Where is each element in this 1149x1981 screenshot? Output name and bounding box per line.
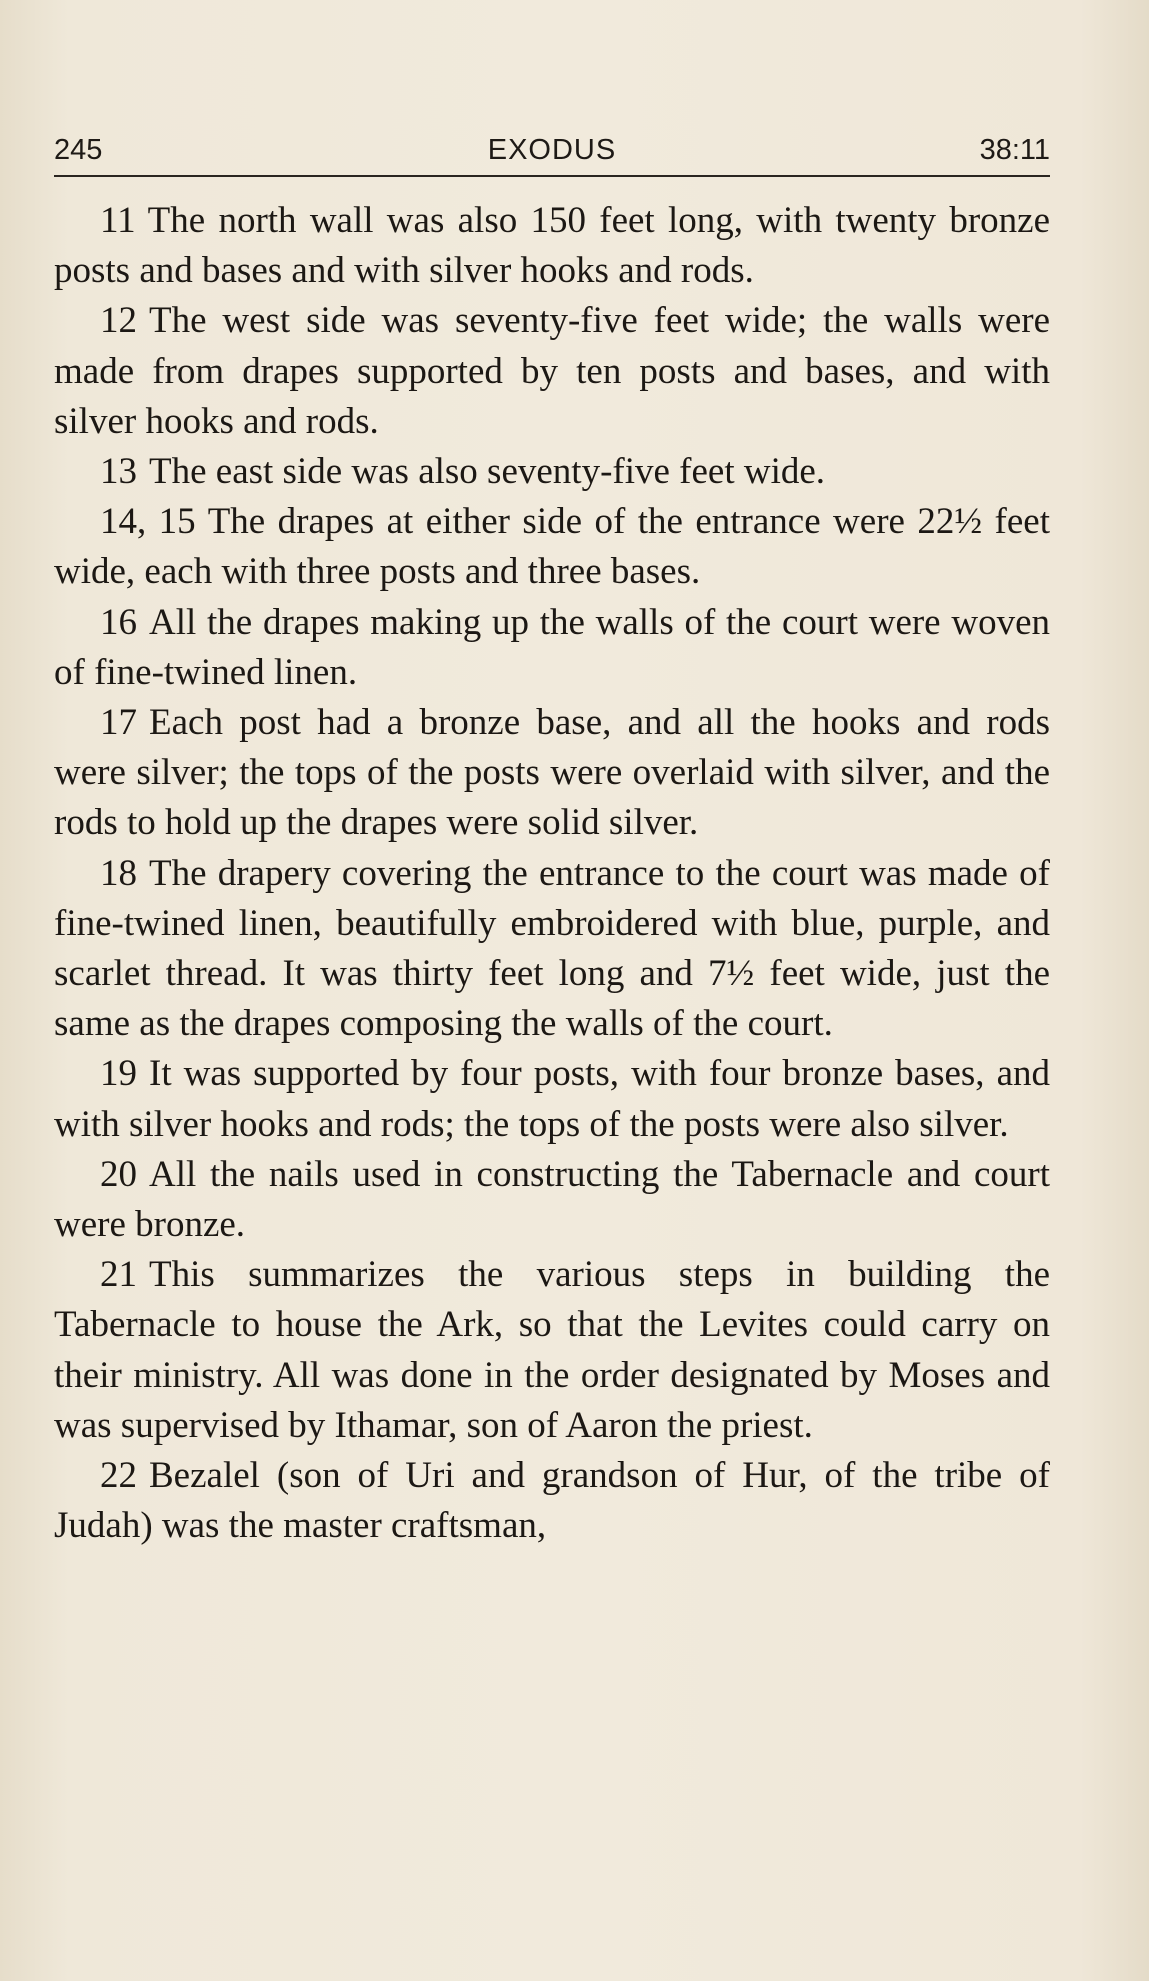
verse-number: 21 (100, 1254, 137, 1296)
verse-text: The drapery covering the entrance to the court was made of fine-twined linen, beautifully embroidered with blue, purple, and scarlet thread. It was thirty feet long and 7½ feet wide, just the same as the drapes composing the walls of the court. (54, 852, 1050, 1045)
verse-number: 13 (100, 451, 137, 493)
chapter-verse-reference: 38:11 (979, 134, 1050, 166)
verse-text: The west side was seventy-five feet wide; the walls were made from drapes supported by ten posts and bases, and with silver hooks and rods. (54, 300, 1050, 442)
verse (54, 598, 1050, 698)
verse-number: 18 (100, 852, 137, 894)
verse-text: The north wall was also 150 feet long, with twenty bronze posts and bases and with silver hooks and rods. (54, 200, 1050, 292)
verse-text: All the nails used in constructing the Tabernacle and court were bronze. (54, 1153, 1050, 1246)
verse (54, 1150, 1050, 1250)
verse-number: 17 (100, 702, 137, 744)
verse-text: The east side was also seventy-five feet wide. (149, 451, 826, 493)
verse (54, 196, 1050, 296)
verse-text: It was supported by four posts, with four bronze bases, and with silver hooks and rods; the tops of the posts were also silver. (54, 1053, 1050, 1145)
verse-text: Bezalel (son of Uri and grandson of Hur, of the tribe of Judah) was the master craftsman, (54, 1455, 1050, 1547)
verse-text: Each post had a bronze base, and all the hooks and rods were silver; the tops of the posts were overlaid with silver, and the rods to hold up the drapes were solid silver. (54, 702, 1050, 844)
header-rule (54, 175, 1050, 177)
verse (54, 849, 1050, 1050)
page-number: 245 (54, 134, 103, 166)
verse-number: 22 (100, 1455, 137, 1497)
verse-text: The drapes at either side of the entrance were 22½ feet wide, each with three posts and three bases. (54, 501, 1051, 593)
verse (54, 447, 1050, 497)
verse-number: 12 (100, 300, 137, 342)
verse (54, 698, 1050, 849)
book-title: EXODUS (487, 134, 617, 166)
verse (54, 296, 1050, 447)
verse-number: 16 (100, 601, 137, 643)
verse (54, 1451, 1050, 1551)
verse-number: 11 (100, 200, 136, 241)
verse (54, 1049, 1050, 1149)
verse-text: All the drapes making up the walls of the court were woven of fine-twined linen. (54, 601, 1050, 693)
scripture-text (54, 196, 1050, 1551)
verse-number: 19 (100, 1053, 137, 1095)
verse-text: This summarizes the various steps in building the Tabernacle to house the Ark, so that the Levites could carry on their ministry. All was done in the order designated by Moses and was supervised by Ithamar, son of Aaron the priest. (54, 1254, 1050, 1446)
verse (54, 1250, 1050, 1451)
verse-number: 14, 15 (100, 501, 196, 543)
verse (54, 497, 1050, 597)
running-header (54, 134, 1050, 174)
verse-number: 20 (100, 1153, 137, 1195)
